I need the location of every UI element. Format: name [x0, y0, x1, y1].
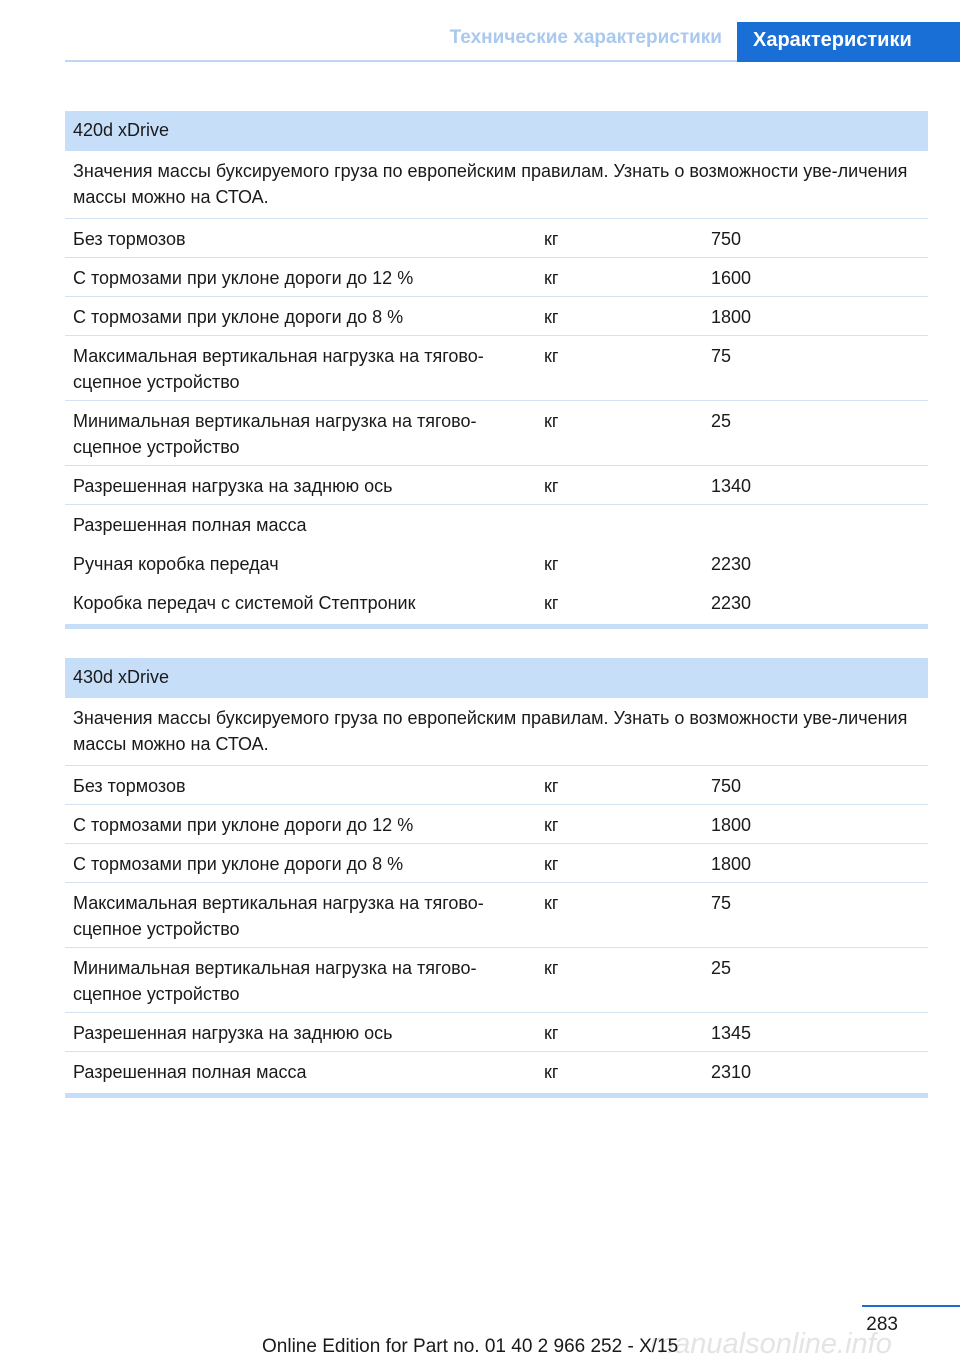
row-value: 75: [711, 893, 732, 913]
table-row: [65, 336, 928, 401]
row-unit: кг: [544, 958, 559, 978]
row-value: 1800: [711, 854, 752, 874]
row-value: 2230: [711, 554, 752, 574]
row-value: 1600: [711, 268, 752, 288]
row-unit: кг: [544, 268, 559, 288]
footer-rule: [862, 1305, 960, 1307]
row-unit: кг: [544, 476, 559, 496]
row-unit: кг: [544, 307, 559, 327]
row-label: Коробка передач с системой Стептроник: [73, 593, 416, 613]
table-row: [65, 466, 928, 505]
row-value: 2230: [711, 593, 752, 613]
row-label-line: сцепное устройство: [73, 372, 240, 392]
table-end-rule: [65, 624, 928, 629]
chapter-tab: Характеристики: [737, 22, 960, 62]
row-unit: кг: [544, 593, 559, 613]
table-row: [65, 1052, 928, 1091]
row-unit: кг: [544, 411, 559, 431]
row-value: 1800: [711, 307, 752, 327]
row-unit: [531, 512, 711, 544]
row-unit: кг: [544, 1023, 559, 1043]
row-value: 750: [711, 776, 742, 796]
table-row: [65, 948, 928, 1013]
row-label: Без тормозов: [73, 229, 186, 249]
spec-table-420d: [65, 111, 928, 629]
row-value: [711, 512, 928, 544]
row-value: 1345: [711, 1023, 752, 1043]
table-row: [65, 505, 928, 544]
row-label-line: Минимальная вертикальная нагрузка на тягово-: [73, 958, 477, 978]
row-unit: кг: [544, 893, 559, 913]
row-label: С тормозами при уклоне дороги до 8 %: [73, 307, 404, 327]
table-end-rule: [65, 1093, 928, 1098]
row-label: [65, 343, 531, 400]
table-row: [65, 544, 928, 583]
table-row: [65, 297, 928, 336]
spec-table-430d: [65, 658, 928, 1098]
table-note: Значения массы буксируемого груза по европейским правилам. Узнать о возможности уве-личения массы можно на СТОА.: [65, 151, 928, 219]
row-value: 2310: [711, 1062, 752, 1082]
table-row: [65, 258, 928, 297]
table-row: [65, 805, 928, 844]
table-row: [65, 1013, 928, 1052]
table-model-title: 430d xDrive: [65, 658, 928, 698]
table-row: [65, 766, 928, 805]
row-value: 25: [711, 958, 732, 978]
row-value: 750: [711, 229, 742, 249]
row-value: 1800: [711, 815, 752, 835]
table-note: Значения массы буксируемого груза по европейским правилам. Узнать о возможности уве-личения массы можно на СТОА.: [65, 698, 928, 766]
row-label-line: сцепное устройство: [73, 984, 240, 1004]
row-label: Разрешенная полная масса: [73, 515, 307, 535]
row-unit: кг: [544, 346, 559, 366]
row-label-line: Максимальная вертикальная нагрузка на тягово-: [73, 893, 484, 913]
row-label: [65, 955, 531, 1012]
page-header: [0, 0, 960, 62]
header-rule: [65, 60, 737, 62]
row-unit: кг: [544, 554, 559, 574]
table-row: [65, 883, 928, 948]
row-unit: кг: [544, 1062, 559, 1082]
section-title: Технические характеристики: [449, 27, 722, 48]
table-model-title: 420d xDrive: [65, 111, 928, 151]
row-unit: кг: [544, 854, 559, 874]
row-value: 1340: [711, 476, 752, 496]
row-label: Разрешенная полная масса: [73, 1062, 307, 1082]
row-label-line: Минимальная вертикальная нагрузка на тягово-: [73, 411, 477, 431]
row-label-line: сцепное устройство: [73, 919, 240, 939]
row-label: Ручная коробка передач: [73, 554, 279, 574]
table-row: [65, 219, 928, 258]
watermark: manualsonline.info: [650, 1328, 892, 1360]
row-label: С тормозами при уклоне дороги до 12 %: [73, 268, 414, 288]
row-label: [65, 408, 531, 465]
row-label: Разрешенная нагрузка на заднюю ось: [73, 476, 393, 496]
row-label-line: Максимальная вертикальная нагрузка на тягово-: [73, 346, 484, 366]
row-unit: кг: [544, 776, 559, 796]
row-label: Разрешенная нагрузка на заднюю ось: [73, 1023, 393, 1043]
row-value: 25: [711, 411, 732, 431]
row-label-line: сцепное устройство: [73, 437, 240, 457]
row-label: С тормозами при уклоне дороги до 12 %: [73, 815, 414, 835]
page-number: 283: [866, 1314, 898, 1335]
row-unit: кг: [544, 229, 559, 249]
row-label: С тормозами при уклоне дороги до 8 %: [73, 854, 404, 874]
row-label: [65, 890, 531, 947]
footer-edition: Online Edition for Part no. 01 40 2 966 252 - X/15: [262, 1336, 679, 1357]
table-row: [65, 844, 928, 883]
row-label: Без тормозов: [73, 776, 186, 796]
table-row: [65, 401, 928, 466]
row-value: 75: [711, 346, 732, 366]
table-row: [65, 583, 928, 622]
row-unit: кг: [544, 815, 559, 835]
